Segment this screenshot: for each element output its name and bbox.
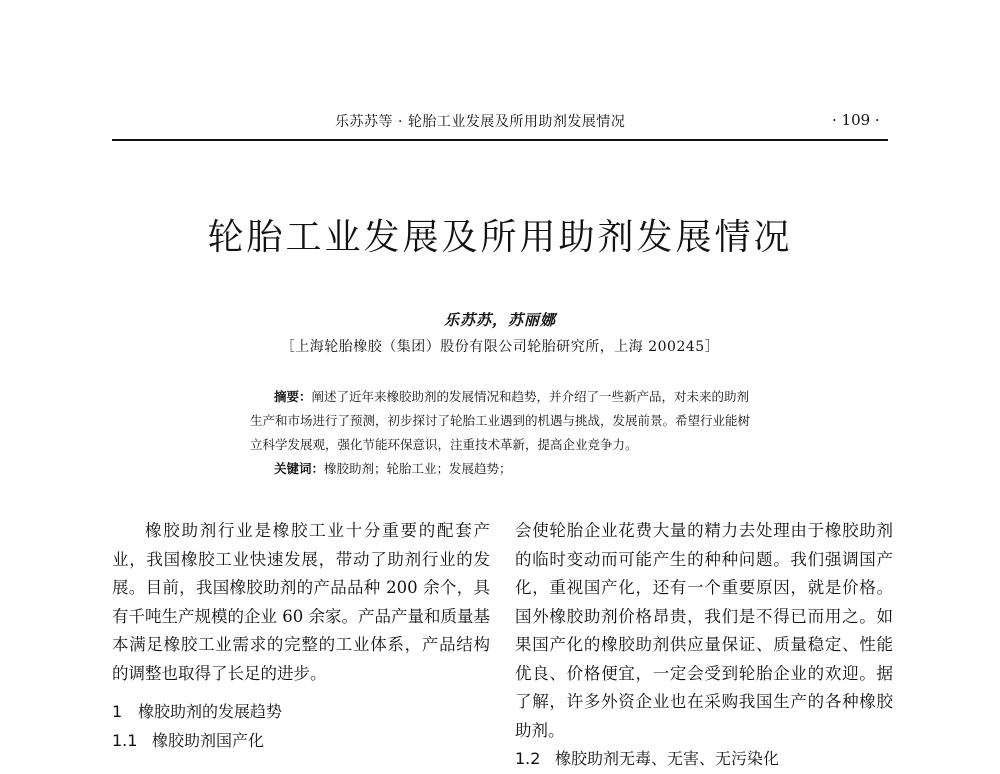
keywords-label: 关键词： — [274, 461, 325, 476]
abstract-label: 摘要： — [274, 389, 312, 404]
continued-paragraph: 会使轮胎企业花费大量的精力去处理由于橡胶助剂的临时变动而可能产生的种种问题。我们强调国产化，重视国产化，还有一个重要原因，就是价格。国外橡胶助剂价格昂贵，我们是不得已而用之。如果国产化的橡胶助剂供应量保证、质量稳定、性能优良、价格便宜，一定会受到轮胎企业的欢迎。据了解，许多外资企业也在采购我国生产的各种橡胶助剂。 — [515, 521, 893, 740]
section-1-2-heading — [515, 745, 893, 774]
running-head: 乐苏苏等 · 轮胎工业发展及所用助剂发展情况 — [335, 114, 626, 130]
section-1-number: 1 — [112, 702, 123, 721]
left-column — [112, 517, 490, 755]
section-1-title: 橡胶助剂的发展趋势 — [138, 702, 283, 721]
keywords — [250, 457, 755, 481]
abstract-block — [250, 385, 755, 481]
section-1-2-title: 橡胶助剂无毒、无害、无污染化 — [555, 749, 780, 768]
page-number: · 109 · — [832, 111, 880, 129]
keywords-text: 橡胶助剂；轮胎工业；发展趋势； — [324, 461, 512, 476]
spacer — [112, 688, 490, 698]
section-1-2-number: 1.2 — [515, 749, 541, 768]
header-rule — [112, 139, 888, 141]
section-1-heading — [112, 698, 490, 727]
section-1-1-title: 橡胶助剂国产化 — [152, 730, 265, 750]
article-title: 轮胎工业发展及所用助剂发展情况 — [207, 217, 793, 258]
authors: 乐苏苏，苏丽娜 — [443, 311, 556, 329]
right-column — [515, 517, 893, 774]
affiliation: ［上海轮胎橡胶（集团）股份有限公司轮胎研究所，上海 200245］ — [280, 339, 720, 355]
intro-paragraph: 橡胶助剂行业是橡胶工业十分重要的配套产业，我国橡胶工业快速发展，带动了助剂行业的发展。目前，我国橡胶助剂的产品品种 200 余个，具有千吨生产规模的企业 60 余家。产品产量和质量基本满足橡胶工业需求的完整的工业体系，产品结构的调整也取得了长足的进步。 — [112, 521, 490, 683]
abstract — [250, 385, 755, 457]
abstract-text: 阐述了近年来橡胶助剂的发展情况和趋势，并介绍了一些新产品，对未来的助剂生产和市场进行了预测，初步探讨了轮胎工业遇到的机遇与挑战，发展前景。希望行业能树立科学发展观，强化节能环保意识，注重技术革新，提高企业竞争力。 — [250, 389, 751, 452]
section-1-1-number: 1.1 — [112, 730, 138, 750]
section-1-1-heading — [112, 727, 490, 756]
